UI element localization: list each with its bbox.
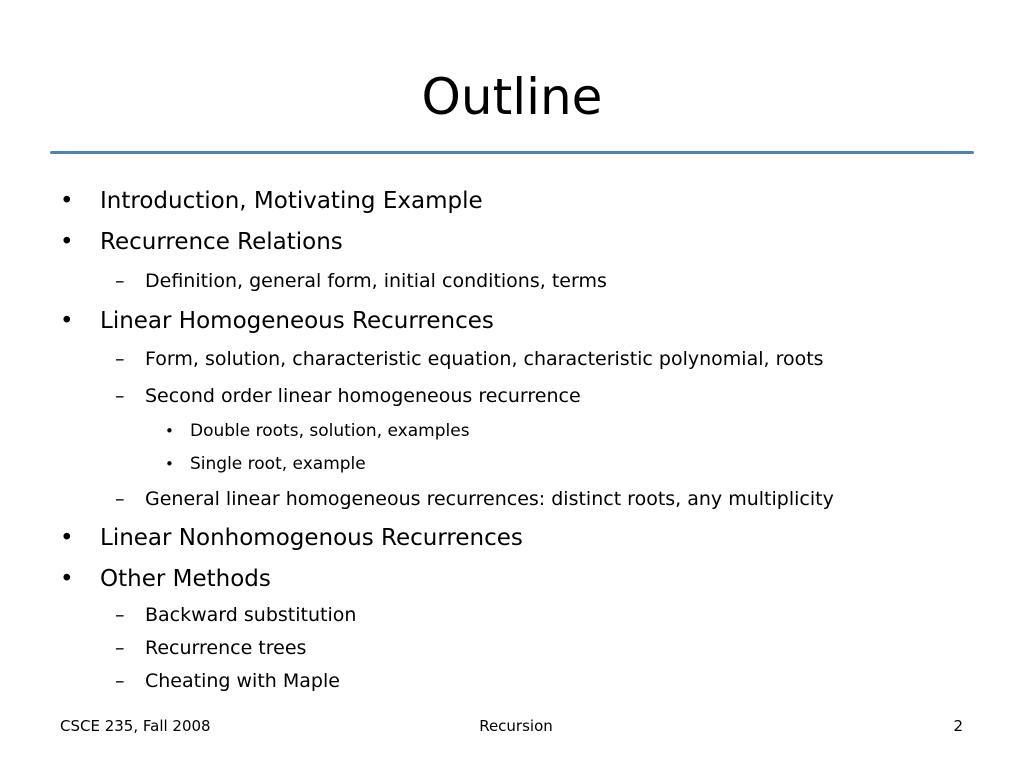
outline-subitem [115, 487, 834, 511]
outline-subitem-text: Backward substitution [145, 604, 357, 626]
outline-subsubitem-text: Single root, example [190, 454, 366, 474]
outline-subsubitem [165, 420, 470, 442]
bullet-marker: • [60, 308, 74, 334]
bullet-marker: • [165, 422, 174, 440]
bullet-marker: • [165, 455, 174, 473]
outline-item [60, 565, 271, 593]
outline-subitem [115, 603, 357, 627]
outline-item-text: Introduction, Motivating Example [100, 188, 483, 214]
bullet-marker: • [60, 229, 74, 255]
outline-subitem [115, 669, 340, 693]
footer-page-number: 2 [953, 717, 963, 735]
dash-marker: – [115, 637, 125, 659]
slide-title: Outline [421, 68, 603, 126]
dash-marker: – [115, 385, 125, 407]
dash-marker: – [115, 348, 125, 370]
outline-item [60, 187, 483, 215]
outline-subsubitem-text: Double roots, solution, examples [190, 421, 470, 441]
outline-subitem-text: Recurrence trees [145, 637, 307, 659]
dash-marker: – [115, 604, 125, 626]
bullet-marker: • [60, 566, 74, 592]
bullet-marker: • [60, 525, 74, 551]
outline-subitem [115, 269, 607, 293]
outline-subitem [115, 636, 307, 660]
outline-subitem-text: Definition, general form, initial conditions, terms [145, 270, 607, 292]
outline-subitem [115, 384, 581, 408]
bullet-marker: • [60, 188, 74, 214]
outline-subitem [115, 347, 824, 371]
dash-marker: – [115, 270, 125, 292]
outline-item-text: Other Methods [100, 566, 271, 592]
outline-item [60, 307, 494, 335]
outline-item [60, 524, 523, 552]
outline-subitem-text: General linear homogeneous recurrences: distinct roots, any multiplicity [145, 488, 834, 510]
footer-course: CSCE 235, Fall 2008 [60, 717, 211, 735]
outline-subsubitem [165, 453, 366, 475]
outline-item [60, 228, 343, 256]
outline-subitem-text: Second order linear homogeneous recurrence [145, 385, 581, 407]
footer-topic: Recursion [479, 717, 553, 735]
outline-item-text: Linear Homogeneous Recurrences [100, 308, 494, 334]
outline-subitem-text: Cheating with Maple [145, 670, 340, 692]
outline-subitem-text: Form, solution, characteristic equation, characteristic polynomial, roots [145, 348, 824, 370]
dash-marker: – [115, 670, 125, 692]
dash-marker: – [115, 488, 125, 510]
outline-item-text: Linear Nonhomogenous Recurrences [100, 525, 523, 551]
outline-item-text: Recurrence Relations [100, 229, 343, 255]
